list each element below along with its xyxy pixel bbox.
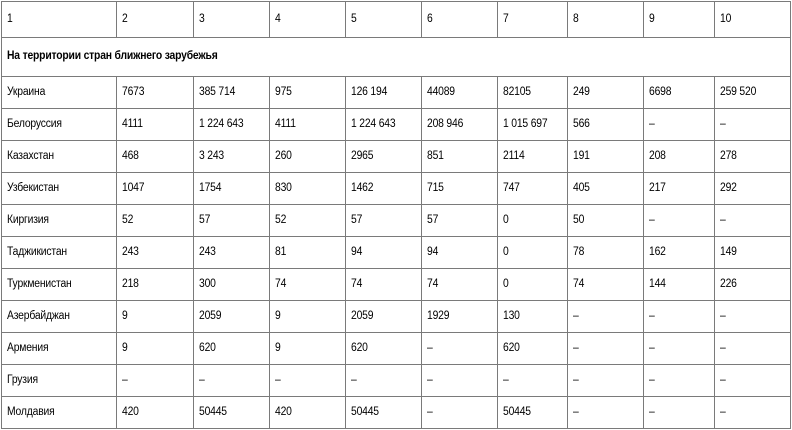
value-cell: 130 [498,301,568,333]
country-cell: Армения [2,333,117,365]
value-cell: 243 [194,237,270,269]
value-cell: 747 [498,173,568,205]
country-cell: Молдавия [2,397,117,429]
value-cell: – [715,109,791,141]
value-cell: 81 [270,237,346,269]
section-title: На территории стран ближнего зарубежья [2,38,791,77]
value-cell: 126 194 [346,77,422,109]
value-cell: 50445 [498,397,568,429]
value-cell: 50445 [346,397,422,429]
country-cell: Казахстан [2,141,117,173]
value-cell: – [715,365,791,397]
value-cell: 1754 [194,173,270,205]
value-cell: 78 [568,237,644,269]
value-cell: 0 [498,237,568,269]
column-header: 10 [715,2,791,38]
value-cell: 144 [644,269,715,301]
value-cell: – [568,333,644,365]
value-cell: 9 [270,301,346,333]
value-cell: 1 224 643 [194,109,270,141]
table-row [2,77,791,109]
column-header: 8 [568,2,644,38]
table-row [2,205,791,237]
value-cell: 9 [270,333,346,365]
value-cell: – [715,397,791,429]
value-cell: 715 [422,173,498,205]
value-cell: 74 [346,269,422,301]
value-cell: 2965 [346,141,422,173]
value-cell: – [644,109,715,141]
value-cell: – [346,365,422,397]
table-body [2,2,791,429]
value-cell: 149 [715,237,791,269]
value-cell: – [715,205,791,237]
value-cell: 218 [117,269,194,301]
country-cell: Грузия [2,365,117,397]
value-cell: 1 015 697 [498,109,568,141]
value-cell: 620 [194,333,270,365]
table-row [2,301,791,333]
country-cell: Таджикистан [2,237,117,269]
value-cell: 0 [498,269,568,301]
value-cell: 50445 [194,397,270,429]
value-cell: – [194,365,270,397]
value-cell: – [568,301,644,333]
value-cell: 1462 [346,173,422,205]
value-cell: – [117,365,194,397]
value-cell: 94 [422,237,498,269]
value-cell: 57 [346,205,422,237]
value-cell: 57 [194,205,270,237]
value-cell: 208 946 [422,109,498,141]
value-cell: – [498,365,568,397]
value-cell: – [568,397,644,429]
country-cell: Узбекистан [2,173,117,205]
column-number-row [2,2,791,38]
value-cell: 566 [568,109,644,141]
value-cell: 420 [270,397,346,429]
value-cell: 52 [270,205,346,237]
value-cell: 830 [270,173,346,205]
value-cell: 468 [117,141,194,173]
value-cell: 50 [568,205,644,237]
value-cell: – [568,365,644,397]
value-cell: – [644,301,715,333]
value-cell: – [644,333,715,365]
value-cell: 3 243 [194,141,270,173]
value-cell: – [644,205,715,237]
value-cell: 2059 [346,301,422,333]
table-row [2,237,791,269]
column-header: 2 [117,2,194,38]
table-row [2,397,791,429]
value-cell: 82105 [498,77,568,109]
country-cell: Украина [2,77,117,109]
value-cell: 7673 [117,77,194,109]
value-cell: 243 [117,237,194,269]
column-header: 9 [644,2,715,38]
value-cell: 975 [270,77,346,109]
value-cell: 620 [346,333,422,365]
value-cell: 226 [715,269,791,301]
value-cell: 620 [498,333,568,365]
value-cell: 292 [715,173,791,205]
column-header: 3 [194,2,270,38]
column-header: 5 [346,2,422,38]
section-heading-row [2,38,791,77]
value-cell: – [644,365,715,397]
country-cell: Киргизия [2,205,117,237]
table-row [2,109,791,141]
value-cell: 405 [568,173,644,205]
table-row [2,141,791,173]
value-cell: 1047 [117,173,194,205]
value-cell: 249 [568,77,644,109]
value-cell: – [715,301,791,333]
value-cell: 2059 [194,301,270,333]
value-cell: 1929 [422,301,498,333]
value-cell: 851 [422,141,498,173]
value-cell: 162 [644,237,715,269]
value-cell: 1 224 643 [346,109,422,141]
column-header: 4 [270,2,346,38]
table-row [2,365,791,397]
value-cell: 6698 [644,77,715,109]
data-table [1,1,791,429]
table-row [2,333,791,365]
table-row [2,269,791,301]
value-cell: 74 [270,269,346,301]
country-cell: Белоруссия [2,109,117,141]
value-cell: 52 [117,205,194,237]
value-cell: 260 [270,141,346,173]
value-cell: – [644,397,715,429]
value-cell: – [422,365,498,397]
value-cell: 74 [568,269,644,301]
value-cell: – [270,365,346,397]
value-cell: 57 [422,205,498,237]
value-cell: – [422,397,498,429]
value-cell: 2114 [498,141,568,173]
value-cell: 4111 [117,109,194,141]
value-cell: 420 [117,397,194,429]
country-cell: Азербайджан [2,301,117,333]
value-cell: 44089 [422,77,498,109]
value-cell: 9 [117,301,194,333]
value-cell: 9 [117,333,194,365]
column-header: 1 [2,2,117,38]
column-header: 7 [498,2,568,38]
table-row [2,173,791,205]
value-cell: 0 [498,205,568,237]
value-cell: 74 [422,269,498,301]
value-cell: 4111 [270,109,346,141]
column-header: 6 [422,2,498,38]
value-cell: 208 [644,141,715,173]
value-cell: 259 520 [715,77,791,109]
value-cell: 278 [715,141,791,173]
value-cell: – [422,333,498,365]
value-cell: 385 714 [194,77,270,109]
value-cell: – [715,333,791,365]
value-cell: 191 [568,141,644,173]
value-cell: 94 [346,237,422,269]
country-cell: Туркменистан [2,269,117,301]
value-cell: 300 [194,269,270,301]
value-cell: 217 [644,173,715,205]
